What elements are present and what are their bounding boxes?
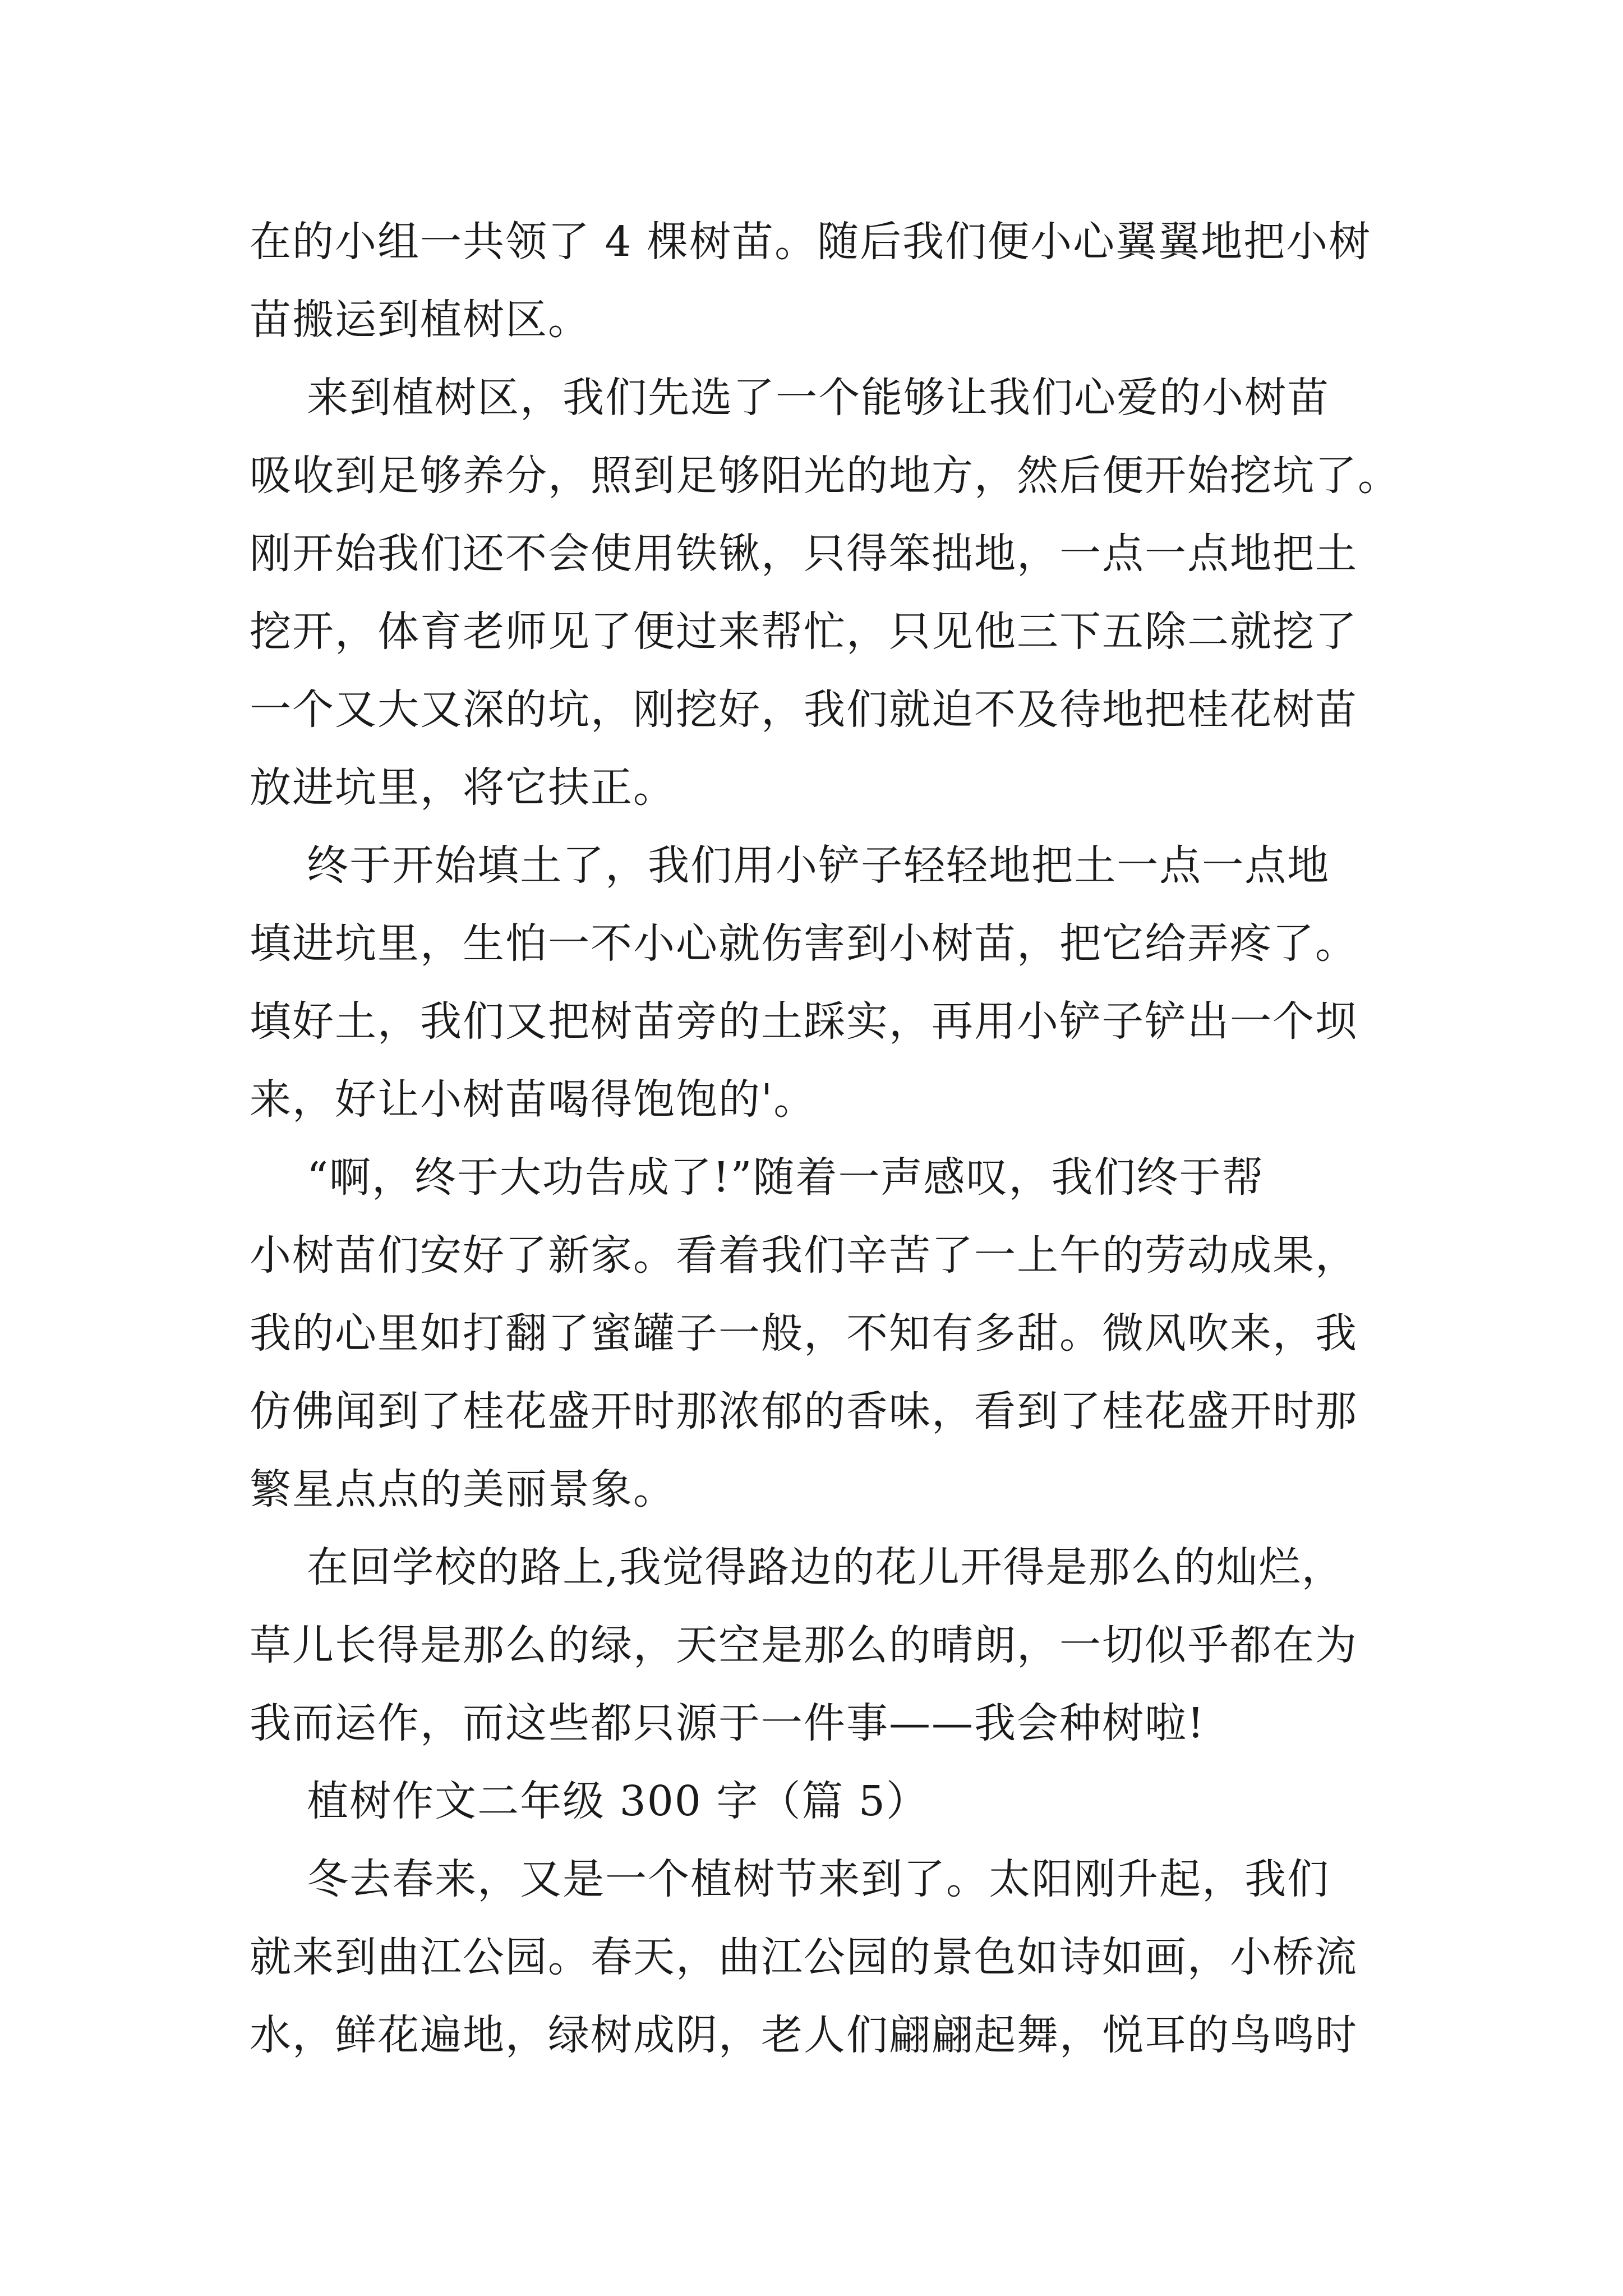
text-line: 苗搬运到植树区。: [250, 296, 591, 344]
text-line: 放进坑里，将它扶正。: [250, 763, 676, 812]
text-line: 在回学校的路上,我觉得路边的花儿开得是那么的灿烂，: [250, 1543, 1344, 1591]
text-line: 我的心里如打翻了蜜罐子一般，不知有多甜。微风吹来，我: [250, 1309, 1358, 1358]
text-line: 繁星点点的美丽景象。: [250, 1465, 676, 1513]
text-line: 刚开始我们还不会使用铁锹，只得笨拙地，一点一点地把土: [250, 530, 1358, 578]
text-line: 挖开，体育老师见了便过来帮忙，只见他三下五除二就挖了: [250, 608, 1358, 656]
text-line: 终于开始填土了，我们用小铲子轻轻地把土一点一点地: [250, 841, 1330, 890]
text-line: 一个又大又深的坑，刚挖好，我们就迫不及待地把桂花树苗: [250, 685, 1358, 734]
section-heading: 植树作文二年级 300 字（篇 5）: [250, 1777, 929, 1825]
text-line: 小树苗们安好了新家。看着我们辛苦了一上午的劳动成果，: [250, 1231, 1358, 1280]
text-line: 仿佛闻到了桂花盛开时那浓郁的香味，看到了桂花盛开时那: [250, 1387, 1358, 1435]
text-line: 就来到曲江公园。春天，曲江公园的景色如诗如画，小桥流: [250, 1933, 1358, 1981]
text-line: 草儿长得是那么的绿，天空是那么的晴朗，一切似乎都在为: [250, 1621, 1358, 1669]
text-line: “啊，终于大功告成了!”随着一声感叹，我们终于帮: [250, 1153, 1265, 1202]
text-line: 我而运作，而这些都只源于一件事——我会种树啦!: [250, 1699, 1205, 1747]
document-body: [250, 203, 1400, 2074]
text-line: 填好土，我们又把树苗旁的土踩实，再用小铲子铲出一个坝: [250, 997, 1358, 1046]
text-line: 水，鲜花遍地，绿树成阴，老人们翩翩起舞，悦耳的鸟鸣时: [250, 2011, 1358, 2059]
text-line: 来到植树区，我们先选了一个能够让我们心爱的小树苗: [250, 374, 1330, 422]
text-line: 在的小组一共领了 4 棵树苗。随后我们便小心翼翼地把小树: [250, 218, 1372, 266]
text-line: 冬去春来，又是一个植树节来到了。太阳刚升起，我们: [250, 1855, 1330, 1903]
text-line: 来，好让小树苗喝得饱饱的'。: [250, 1075, 817, 1124]
text-line: 吸收到足够养分，照到足够阳光的地方，然后便开始挖坑了。: [250, 452, 1400, 500]
text-line: 填进坑里，生怕一不小心就伤害到小树苗，把它给弄疼了。: [250, 919, 1358, 968]
